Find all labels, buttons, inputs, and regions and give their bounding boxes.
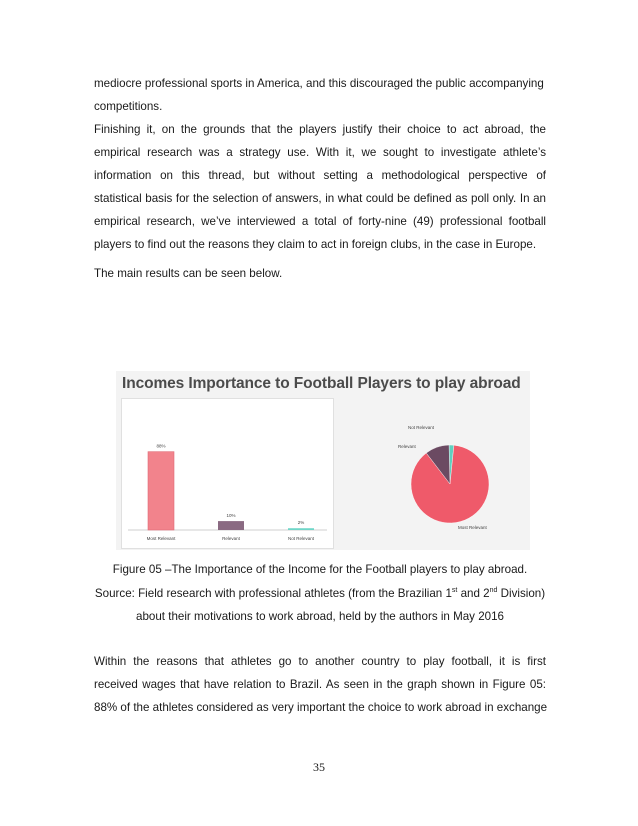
data-label: 2% (297, 520, 305, 526)
pie-chart (396, 421, 516, 531)
data-label: 88% (156, 443, 166, 449)
category-label: Relevant (222, 536, 240, 541)
figure-05 (116, 371, 530, 550)
bar-chart (122, 399, 333, 548)
text-line: 88% of the athletes considered as very important the choice to work abroad in exchange (94, 701, 548, 714)
pie-label: Not Relevant (408, 425, 435, 430)
source-text: Source: Field research with professional athletes (from the Brazilian 1 (94, 587, 452, 600)
paragraph-intro (94, 72, 546, 256)
bar-chart-panel (121, 398, 334, 549)
pie-label: Relevant (398, 444, 416, 449)
bar-relevant (218, 521, 244, 530)
bar-not-relevant (288, 528, 314, 530)
category-label: Not Relevant (287, 536, 315, 541)
source-text: and 2 (457, 587, 490, 600)
ordinal-suffix: nd (489, 587, 498, 595)
paragraph-results-intro: The main results can be seen below. (94, 267, 283, 280)
pie-label: Most Relevant (458, 525, 487, 530)
figure-source-cont: about their motivations to work abroad, held by the authors in May 2016 (136, 610, 504, 623)
text-line: mediocre professional sports in America, and this discouraged the public accompanying (94, 77, 544, 90)
source-text: Division) (497, 587, 546, 600)
figure-caption: Figure 05 –The Importance of the Income for the Football players to play abroad. (112, 563, 528, 576)
text-line: competitions. (94, 100, 163, 113)
text-line: received wages that have relation to Brazil. As seen in the graph shown in Figure 05: (94, 678, 546, 691)
text-line: empirical research was a strategy use. With it, we sought to investigate athlete’s (94, 146, 546, 159)
paragraph-discussion (94, 650, 546, 719)
chart-title: Incomes Importance to Football Players to play abroad (122, 375, 521, 392)
text-line: Within the reasons that athletes go to another country to play football, it is first (94, 655, 546, 668)
text-line: Finishing it, on the grounds that the players justify their choice to act abroad, the (94, 123, 546, 136)
page-number: 35 (313, 760, 325, 774)
text-line: players to find out the reasons they claim to act in foreign clubs, in the case in Europe. (94, 238, 537, 251)
text-line: empirical research, we’ve interviewed a total of forty-nine (49) professional football (94, 215, 546, 228)
bar-most-relevant (148, 452, 174, 530)
figure-source (80, 582, 560, 605)
text-line: statistical basis for the selection of answers, in what could be defined as poll only. In an (94, 192, 546, 205)
data-label: 10% (226, 513, 236, 519)
category-label: Most Relevant (146, 536, 176, 541)
ordinal-suffix: st (451, 587, 458, 595)
text-line: information on this thread, but without setting a methodological perspective of (94, 169, 546, 182)
